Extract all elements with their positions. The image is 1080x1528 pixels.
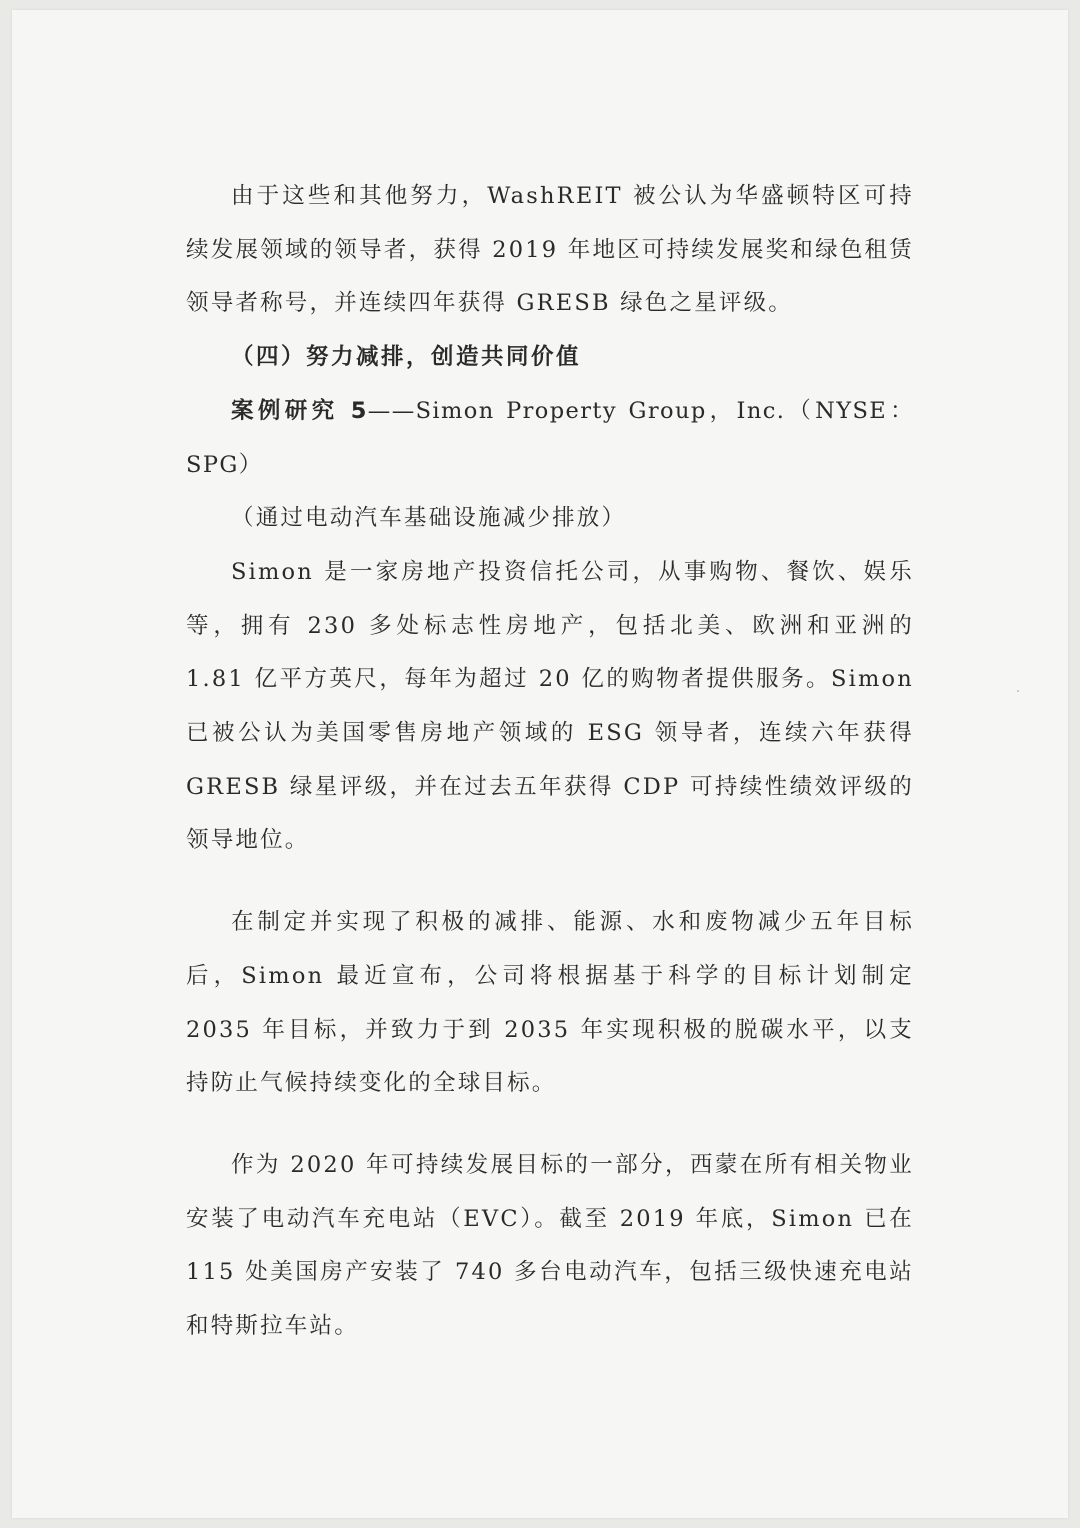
paragraph-washreit: 由于这些和其他努力，WashREIT 被公认为华盛顿特区可持续发展领域的领导者，获得 2019 年地区可持续发展奖和绿色租赁领导者称号，并连续四年获得 GRESB 绿色之星评级。: [186, 183, 914, 317]
paragraph-simon-evc: 作为 2020 年可持续发展目标的一部分，西蒙在所有相关物业安装了电动汽车充电站（EVC）。截至 2019 年底，Simon 已在 115 处美国房产安装了 740 多台电动汽车，包括三级快速充电站和特斯拉车站。: [186, 1151, 914, 1340]
scan-speck: [1017, 690, 1019, 692]
case-study-company: ——Simon Property Group，Inc.（NYSE：SPG）: [186, 397, 914, 478]
document-page: [12, 10, 1068, 1518]
case-study-title: [186, 385, 914, 492]
case-study-subtitle: （通过电动汽车基础设施减少排放）: [231, 505, 627, 532]
case-study-label: 案例研究 5: [231, 397, 368, 424]
paragraph-simon-overview: Simon 是一家房地产投资信托公司，从事购物、餐饮、娱乐等，拥有 230 多处标志性房地产，包括北美、欧洲和亚洲的 1.81 亿平方英尺，每年为超过 20 亿的购物者提供服务。Simon 已被公认为美国零售房地产领域的 ESG 领导者，连续六年获得 GRESB 绿星评级，并在过去五年获得 CDP 可持续性绩效评级的领导地位。: [186, 558, 914, 854]
paragraph-simon-targets: 在制定并实现了积极的减排、能源、水和废物减少五年目标后，Simon 最近宣布，公司将根据基于科学的目标计划制定 2035 年目标，并致力于到 2035 年实现积极的脱碳水平，以支持防止气候持续变化的全球目标。: [186, 909, 914, 1097]
section-heading: （四）努力减排，创造共同价值: [231, 344, 582, 371]
document-body: [186, 170, 914, 1354]
